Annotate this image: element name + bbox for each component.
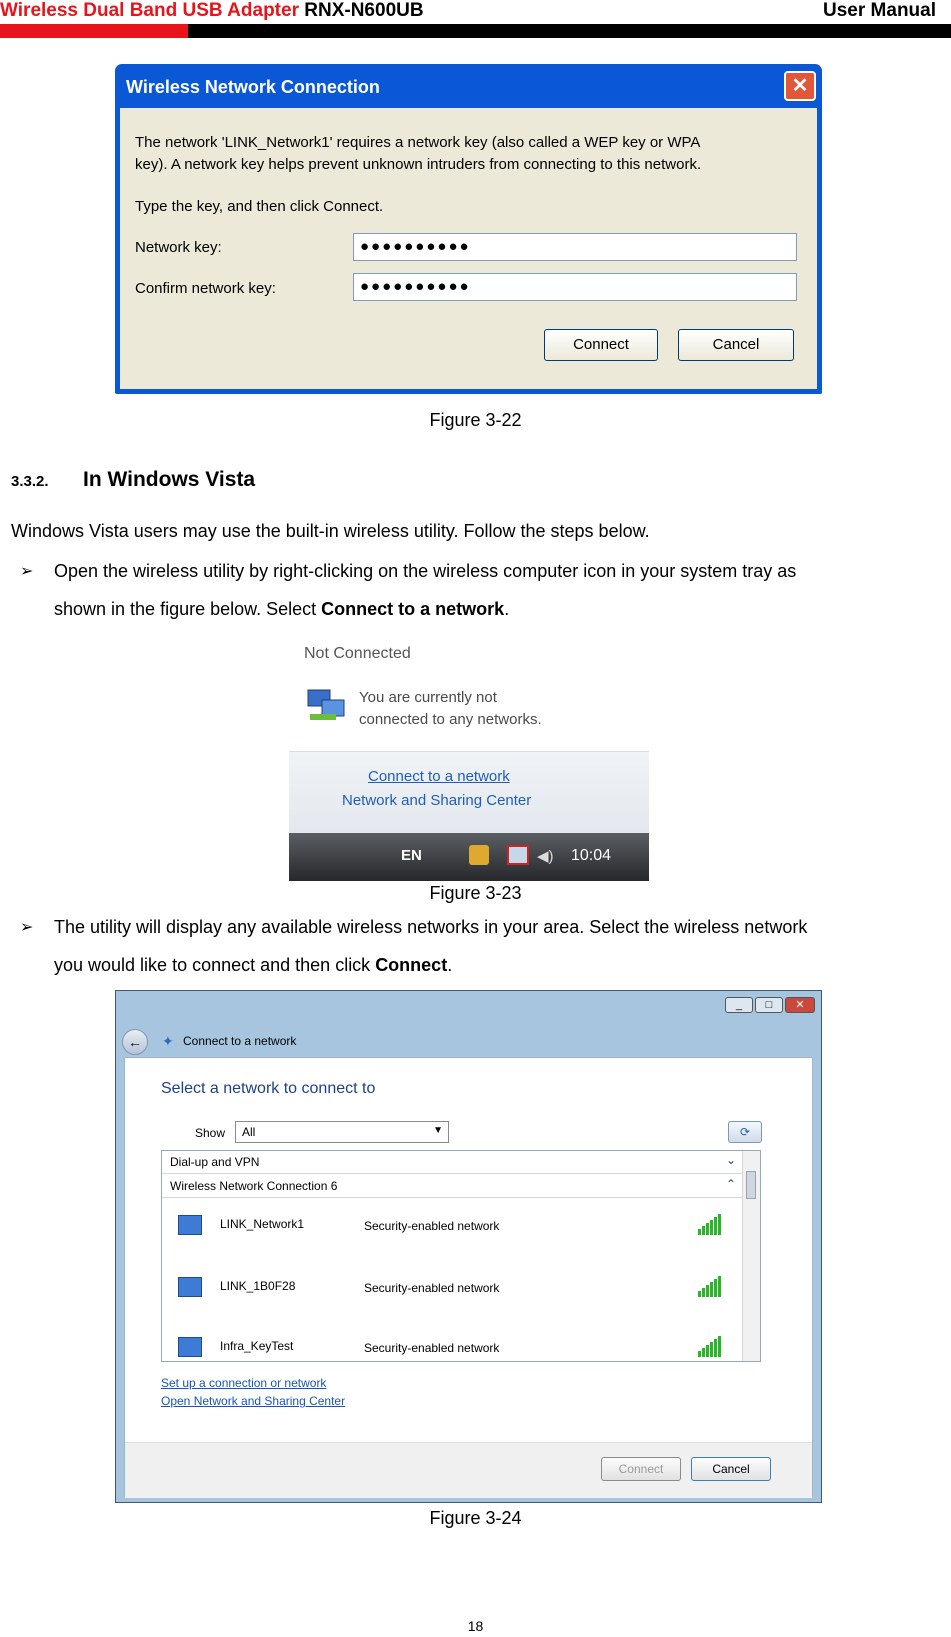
- step1-line1: Open the wireless utility by right-clicking on the wireless computer icon in your system tray as: [54, 561, 797, 581]
- select-network-heading: Select a network to connect to: [161, 1080, 376, 1097]
- step2-bold: Connect: [375, 955, 448, 975]
- wireless-network-icon: [178, 1215, 202, 1235]
- step2-line2-prefix: you would like to connect and then click: [54, 955, 376, 975]
- list-scrollbar[interactable]: [742, 1151, 760, 1361]
- figure-3-23-caption: Figure 3-23: [429, 883, 522, 903]
- group-wireless-label: Wireless Network Connection 6: [170, 1179, 338, 1193]
- network-sharing-center-link[interactable]: Network and Sharing Center: [342, 792, 532, 809]
- xp-dialog-body: [120, 108, 817, 389]
- network-key-label: Network key:: [135, 239, 222, 256]
- group-dialup-vpn[interactable]: [162, 1151, 742, 1174]
- step2-line1: The utility will display any available wireless networks in your area. Select the wireless network: [54, 917, 808, 937]
- open-sharing-center-link[interactable]: Open Network and Sharing Center: [161, 1394, 346, 1408]
- vista-connect-window: [115, 990, 822, 1503]
- network-computer-icon: [304, 686, 348, 726]
- step1-bold: Connect to a network: [321, 599, 505, 619]
- maximize-icon[interactable]: □: [755, 997, 783, 1013]
- bullet-arrow-icon: ➢: [20, 919, 34, 936]
- header-product-model: RNX-N600UB: [304, 0, 424, 21]
- figure-3-22-caption: Figure 3-22: [429, 410, 522, 430]
- confirm-key-input[interactable]: ●●●●●●●●●●: [353, 273, 797, 301]
- xp-instruction: Type the key, and then click Connect.: [135, 198, 384, 215]
- close-icon[interactable]: ✕: [785, 997, 815, 1013]
- signal-strength-icon: [698, 1213, 722, 1235]
- xp-dialog-title: Wireless Network Connection: [126, 77, 380, 97]
- refresh-icon[interactable]: ⟳: [728, 1121, 762, 1143]
- network-name: LINK_1B0F28: [220, 1279, 296, 1293]
- tray-network-disconnected-icon[interactable]: [507, 845, 529, 865]
- step1-line2-prefix: shown in the figure below. Select: [54, 599, 322, 619]
- xp-message-line2: key). A network key helps prevent unknown intruders from connecting to this network.: [135, 156, 702, 173]
- wireless-network-icon: [178, 1337, 202, 1357]
- page-number: 18: [467, 1618, 484, 1634]
- connect-button[interactable]: Connect: [544, 329, 658, 361]
- wireless-network-icon: [178, 1277, 202, 1297]
- vista-tray-popup: [289, 631, 649, 881]
- show-label: Show: [195, 1126, 226, 1140]
- network-row[interactable]: [162, 1331, 742, 1371]
- connect-window-content: [124, 1057, 813, 1496]
- scrollbar-thumb[interactable]: [746, 1171, 756, 1199]
- cancel-button[interactable]: Cancel: [691, 1457, 771, 1481]
- show-dropdown[interactable]: [235, 1121, 449, 1143]
- signal-strength-icon: [698, 1275, 722, 1297]
- tray-volume-icon[interactable]: ◀): [537, 848, 554, 865]
- network-row[interactable]: [162, 1209, 742, 1249]
- chevron-down-icon: ▼: [433, 1125, 443, 1136]
- header-product-name: Wireless Dual Band USB Adapter: [0, 0, 299, 21]
- tray-language[interactable]: EN: [401, 847, 422, 864]
- confirm-key-label: Confirm network key:: [135, 280, 276, 297]
- network-list: [161, 1150, 761, 1362]
- header-user-manual: User Manual: [823, 0, 936, 21]
- network-name: LINK_Network1: [220, 1217, 305, 1231]
- bullet-arrow-icon: ➢: [20, 563, 34, 580]
- tray-status-line1: You are currently not: [359, 689, 497, 706]
- network-security: Security-enabled network: [364, 1219, 500, 1233]
- section-number: 3.3.2.: [11, 473, 49, 490]
- tray-links-panel: [289, 751, 649, 834]
- figure-3-24-caption: Figure 3-24: [429, 1508, 522, 1528]
- network-key-input[interactable]: ●●●●●●●●●●: [353, 233, 797, 261]
- network-name: Infra_KeyTest: [220, 1339, 294, 1353]
- connect-button[interactable]: Connect: [601, 1457, 681, 1481]
- tray-status-title: Not Connected: [304, 645, 411, 662]
- tray-clock[interactable]: 10:04: [571, 847, 612, 864]
- step2-line2: [54, 946, 452, 984]
- connect-window-title: Connect to a network: [183, 1034, 297, 1048]
- step1-suffix: .: [504, 599, 510, 619]
- chevron-up-icon: ⌃: [725, 1177, 736, 1191]
- setup-connection-link[interactable]: Set up a connection or network: [161, 1376, 327, 1390]
- step2-suffix: .: [447, 955, 453, 975]
- network-security: Security-enabled network: [364, 1341, 500, 1355]
- group-dialup-label: Dial-up and VPN: [170, 1155, 260, 1169]
- tray-status-line2: connected to any networks.: [359, 711, 542, 728]
- cancel-button[interactable]: Cancel: [678, 329, 794, 361]
- show-dropdown-value: All: [242, 1125, 256, 1139]
- close-icon[interactable]: ✕: [784, 71, 816, 101]
- chevron-down-icon: ⌄: [725, 1153, 736, 1167]
- group-wireless-connection[interactable]: [162, 1175, 742, 1198]
- minimize-icon[interactable]: _: [725, 997, 753, 1013]
- tray-security-icon[interactable]: [469, 845, 489, 865]
- network-security: Security-enabled network: [364, 1281, 500, 1295]
- step1-line2: [54, 590, 509, 628]
- section-title: In Windows Vista: [83, 468, 256, 491]
- back-arrow-icon[interactable]: ←: [122, 1029, 148, 1055]
- connect-to-network-link[interactable]: Connect to a network: [368, 768, 510, 785]
- header-black-bar: [188, 24, 951, 38]
- network-wizard-icon: ✦: [162, 1033, 174, 1049]
- signal-strength-icon: [698, 1335, 722, 1357]
- tray-status-panel: [289, 631, 649, 751]
- system-tray-bar: [289, 833, 649, 881]
- section-intro: Windows Vista users may use the built-in wireless utility. Follow the steps below.: [11, 521, 650, 541]
- xp-wireless-network-dialog: [115, 64, 822, 394]
- header-red-bar: [0, 24, 188, 38]
- xp-message-line1: The network 'LINK_Network1' requires a network key (also called a WEP key or WPA: [135, 134, 701, 151]
- header-product-title: [0, 0, 424, 22]
- network-row[interactable]: [162, 1271, 742, 1311]
- connect-window-footer: [125, 1442, 812, 1498]
